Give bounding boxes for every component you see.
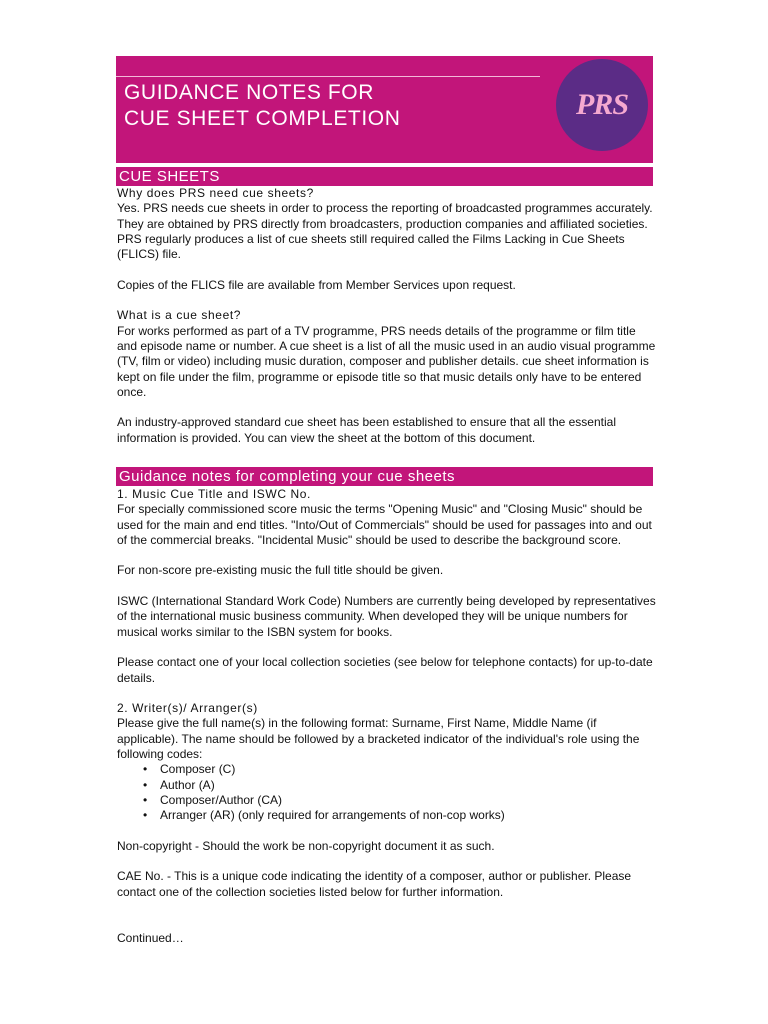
title-line-2: CUE SHEET COMPLETION xyxy=(124,107,401,130)
subheading-writers: 2. Writer(s)/ Arranger(s) xyxy=(117,701,258,716)
question-why: Why does PRS need cue sheets? xyxy=(117,186,314,200)
prs-logo xyxy=(556,59,648,151)
list-item: • Arranger (AR) (only required for arrangements of non-cop works) xyxy=(117,808,657,823)
question-what: What is a cue sheet? xyxy=(117,308,242,323)
paragraph: Please contact one of your local collection societies (see below for telephone contacts) for up-to-date details. xyxy=(117,655,653,685)
section-heading-guidance: Guidance notes for completing your cue sheets xyxy=(116,467,653,486)
paragraph: For works performed as part of a TV programme, PRS needs details of the programme or film title and episode name or number. A cue sheet is a list of all the music used in an audio visual programme (TV, film or video) including music duration, composer and publisher details. cue sheet information is kept on file under the film, programme or episode title so that music details only have to be entered once. xyxy=(117,323,656,399)
banner-rule xyxy=(116,76,540,77)
paragraph: Copies of the FLICS file are available from Member Services upon request. xyxy=(117,277,516,292)
section-cue-sheets-body xyxy=(117,186,657,446)
list-item: • Author (A) xyxy=(117,778,657,793)
role-code-list xyxy=(117,762,657,823)
title-line-1: GUIDANCE NOTES FOR xyxy=(124,81,374,104)
paragraph: For non-score pre-existing music the full title should be given. xyxy=(117,563,444,578)
paragraph: Please give the full name(s) in the following format: Surname, First Name, Middle Name (if applicable). The name should be followed by a bracketed indicator of the individual's role using the following codes: xyxy=(117,716,640,762)
continued-note: Continued… xyxy=(117,930,184,945)
list-item: • Composer/Author (CA) xyxy=(117,793,657,808)
section-heading-cue-sheets: CUE SHEETS xyxy=(116,167,653,186)
paragraph: ISWC (International Standard Work Code) Numbers are currently being developed by representatives of the international music business community. When developed they will be unique numbers for musical works similar to the ISBN system for books. xyxy=(117,594,656,639)
section-guidance-body xyxy=(117,487,657,946)
paragraph: For specially commissioned score music the terms "Opening Music" and "Closing Music" should be used for the main and end titles. "Into/Out of Commercials" should be used for passages into and out of the commercial breaks. "Incidental Music" should be used to describe the background score. xyxy=(117,502,652,547)
subheading-music-cue: 1. Music Cue Title and ISWC No. xyxy=(117,487,311,501)
page-title xyxy=(124,80,401,132)
logo-text: PRS xyxy=(575,88,629,121)
paragraph: An industry-approved standard cue sheet has been established to ensure that all the essential information is provided. You can view the sheet at the bottom of this document. xyxy=(117,415,616,445)
paragraph: Yes. PRS needs cue sheets in order to process the reporting of broadcasted programmes accurately. They are obtained by PRS directly from broadcasters, production companies and affiliated societies. PRS regularly produces a list of cue sheets still required called the Films Lacking in Cue Sheets (FLICS) file. xyxy=(117,201,653,262)
paragraph: Non-copyright - Should the work be non-copyright document it as such. xyxy=(117,838,495,853)
list-item: • Composer (C) xyxy=(117,762,657,777)
paragraph: CAE No. - This is a unique code indicating the identity of a composer, author or publisher. Please contact one of the collection societies listed below for further information. xyxy=(117,869,632,899)
